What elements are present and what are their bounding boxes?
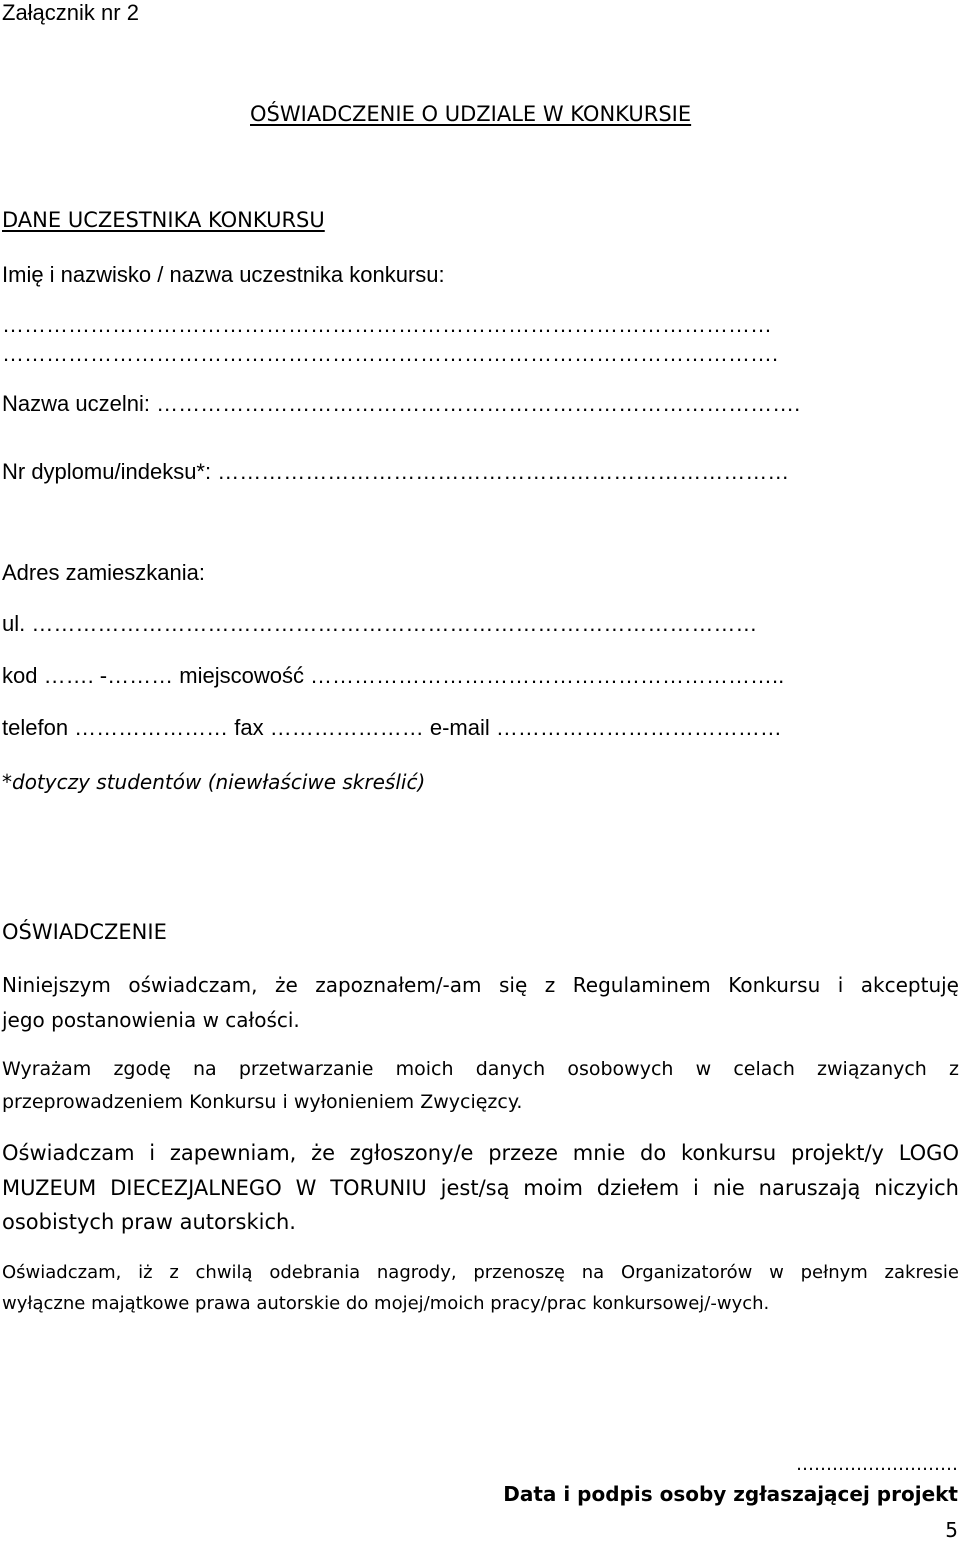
declaration-paragraph-1-line-2: jego postanowienia w całości. xyxy=(2,1008,300,1032)
university-field: Nazwa uczelni: ……………………………………………………………………………. xyxy=(2,391,801,416)
declaration-paragraph-3-line-3: osobistych praw autorskich. xyxy=(2,1210,296,1234)
attachment-label: Załącznik nr 2 xyxy=(2,0,139,25)
page-number: 5 xyxy=(945,1518,958,1542)
contact-field: telefon ………………… fax ………………… e-mail ………………………………… xyxy=(2,715,782,740)
page-title: OŚWIADCZENIE O UDZIALE W KONKURSIE xyxy=(250,102,692,126)
signature-label: Data i podpis osoby zgłaszającej projekt xyxy=(503,1482,958,1506)
postal-city-field: kod ……. -……… miejscowość ……………………………………………………….. xyxy=(2,663,785,688)
declaration-paragraph-3-line-2: MUZEUM DIECEZJALNEGO W TORUNIU jest/są moim dziełem i nie naruszają niczyich xyxy=(2,1176,959,1200)
signature-line: ……………………… xyxy=(796,1454,958,1475)
declaration-paragraph-4-line-1: Oświadczam, iż z chwilą odebrania nagrody, przenoszę na Organizatorów w pełnym zakresie xyxy=(2,1262,959,1283)
declaration-paragraph-4-line-2: wyłączne majątkowe prawa autorskie do mojej/moich pracy/prac konkursowej/-wych. xyxy=(2,1293,770,1314)
diploma-number-field: Nr dyplomu/indeksu*: …………………………………………………………………… xyxy=(2,459,790,484)
participant-name-line-1: …………………………………………………………………………………………… xyxy=(2,312,772,337)
street-field: ul. ……………………………………………………………………………………… xyxy=(2,611,758,636)
declaration-paragraph-3-line-1: Oświadczam i zapewniam, że zgłoszony/e przeze mnie do konkursu projekt/y LOGO xyxy=(2,1141,959,1165)
participant-section-heading: DANE UCZESTNIKA KONKURSU xyxy=(2,208,325,232)
declaration-paragraph-2-line-1: Wyrażam zgodę na przetwarzanie moich danych osobowych w celach związanych z xyxy=(2,1058,959,1080)
footnote: *dotyczy studentów (niewłaściwe skreślić) xyxy=(2,770,426,794)
participant-name-label: Imię i nazwisko / nazwa uczestnika konkursu: xyxy=(2,262,445,287)
address-label: Adres zamieszkania: xyxy=(2,560,205,585)
declaration-heading: OŚWIADCZENIE xyxy=(2,920,167,944)
declaration-paragraph-2-line-2: przeprowadzeniem Konkursu i wyłonieniem Zwycięzcy. xyxy=(2,1091,523,1113)
participant-name-line-2: ……………………………………………………………………………………………. xyxy=(2,341,779,366)
declaration-paragraph-1-line-1: Niniejszym oświadczam, że zapoznałem/-am się z Regulaminem Konkursu i akceptuję xyxy=(2,973,959,997)
